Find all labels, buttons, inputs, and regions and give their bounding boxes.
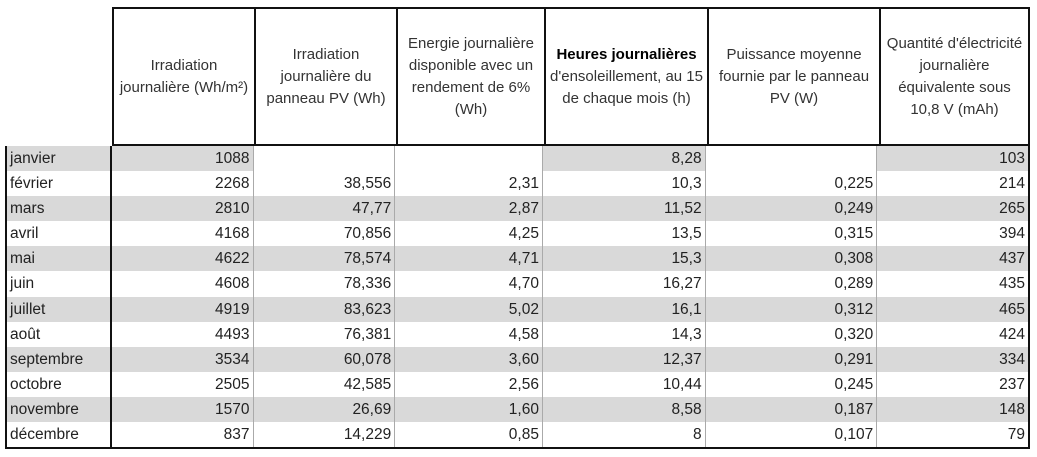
cell-energy: 2,31 [395,171,543,196]
cell-irr_pv: 38,556 [254,171,396,196]
cell-mah: 237 [999,375,1025,393]
cell-power: 0,107 [706,422,878,447]
table-row [7,422,1028,447]
table-row [7,297,1028,322]
cell-energy: 3,60 [395,347,543,372]
cell-irr_pv: 14,229 [254,422,396,447]
cell-hours: 8 [543,422,706,447]
cell-energy: 5,02 [395,297,543,322]
cell-irr: 4493 [112,322,254,347]
cell-irr: 3534 [112,347,254,372]
cell-irr_pv: 26,69 [254,397,396,422]
cell-power: 0,312 [706,297,878,322]
cell-irr_pv: 78,574 [254,246,396,271]
cell-irr_pv: 70,856 [254,221,396,246]
cell-energy: 4,58 [395,322,543,347]
table-row [7,347,1028,372]
table-row [7,246,1028,271]
cell-irr: 2505 [112,372,254,397]
cell-hours: 16,1 [543,297,706,322]
cell-mah: 148 [877,397,1028,422]
cell-month: juillet [7,297,112,322]
table-row [7,196,1028,221]
cell-mah: 79 [1007,426,1025,444]
table-row [7,322,1028,347]
cell-month: juin [7,271,112,296]
cell-hours: 16,27 [543,271,706,296]
cell-power: 0,245 [706,372,878,397]
cell-hours: 8,28 [543,146,706,171]
cell-hours: 11,52 [543,196,706,221]
cell-month: janvier [7,146,112,171]
header-mah: Quantité d'électricité journalière équivalente sous 10,8 V (mAh) [879,7,1030,146]
cell-mah: 437 [877,246,1028,271]
cell-irr: 1088 [112,146,254,171]
cell-mah: 265 [877,196,1028,221]
cell-hours: 10,44 [543,372,706,397]
cell-energy: 4,25 [395,221,543,246]
cell-irr_pv: 47,77 [254,196,396,221]
cell-irr: 837 [112,422,254,447]
cell-power: 0,315 [706,221,878,246]
header-energy: Energie journalière disponible avec un rendement de 6% (Wh) [396,7,544,146]
table-row [7,221,1028,246]
table-row [7,171,1028,196]
cell-month: mars [7,196,112,221]
header-irradiation-panel: Irradiation journalière du panneau PV (Wh) [254,7,396,146]
cell-irr: 4608 [112,271,254,296]
cell-month: octobre [7,372,112,397]
cell-energy: 2,87 [395,196,543,221]
cell-month: août [7,322,112,347]
table-body [5,146,1030,449]
data-table [5,7,1030,449]
cell-month: novembre [7,397,112,422]
cell-irr: 4168 [112,221,254,246]
cell-mah: 465 [877,297,1028,322]
cell-irr: 1570 [112,397,254,422]
header-corner [5,7,112,146]
header-irradiation: Irradiation journalière (Wh/m²) [112,7,254,146]
cell-power: 0,308 [706,246,878,271]
table-row [7,146,1028,171]
cell-irr_pv: 76,381 [254,322,396,347]
cell-hours: 8,58 [543,397,706,422]
cell-mah: 214 [999,175,1025,193]
cell-irr: 4919 [112,297,254,322]
cell-energy: 2,56 [395,372,543,397]
cell-power: 0,291 [706,347,878,372]
table-row [7,372,1028,397]
cell-irr_pv: 42,585 [254,372,396,397]
cell-power: 0,289 [706,271,878,296]
table-header [5,7,1030,146]
cell-month: décembre [7,422,112,447]
cell-energy: 4,71 [395,246,543,271]
cell-month: septembre [7,347,112,372]
cell-irr_pv: 78,336 [254,271,396,296]
header-sun-hours [544,7,707,146]
cell-power: 0,249 [706,196,878,221]
cell-energy: 0,85 [395,422,543,447]
header-sun-hours-rest: d'ensoleillement, au 15 de chaque mois (h) [550,67,703,107]
cell-month: avril [7,221,112,246]
cell-irr: 4622 [112,246,254,271]
cell-mah: 424 [999,325,1025,343]
header-sun-hours-bold: Heures journalières [556,45,697,63]
cell-hours: 13,5 [543,221,706,246]
cell-irr: 2268 [112,171,254,196]
cell-energy: 4,70 [395,271,543,296]
cell-irr: 2810 [112,196,254,221]
cell-hours: 10,3 [543,171,706,196]
header-power: Puissance moyenne fournie par le panneau PV (W) [707,7,879,146]
cell-irr_pv: 60,078 [254,347,396,372]
cell-irr_pv [254,146,396,171]
cell-month: mai [7,246,112,271]
cell-power: 0,320 [706,322,878,347]
cell-mah: 394 [999,225,1025,243]
cell-energy: 1,60 [395,397,543,422]
cell-mah: 334 [877,347,1028,372]
cell-mah: 103 [877,146,1028,171]
cell-power: 0,225 [706,171,878,196]
cell-power: 0,187 [706,397,878,422]
cell-hours: 14,3 [543,322,706,347]
cell-hours: 15,3 [543,246,706,271]
cell-energy [395,146,543,171]
table-row [7,271,1028,296]
cell-irr_pv: 83,623 [254,297,396,322]
cell-mah: 435 [999,275,1025,293]
cell-hours: 12,37 [543,347,706,372]
cell-month: février [7,171,112,196]
cell-power [706,146,878,171]
table-row [7,397,1028,422]
